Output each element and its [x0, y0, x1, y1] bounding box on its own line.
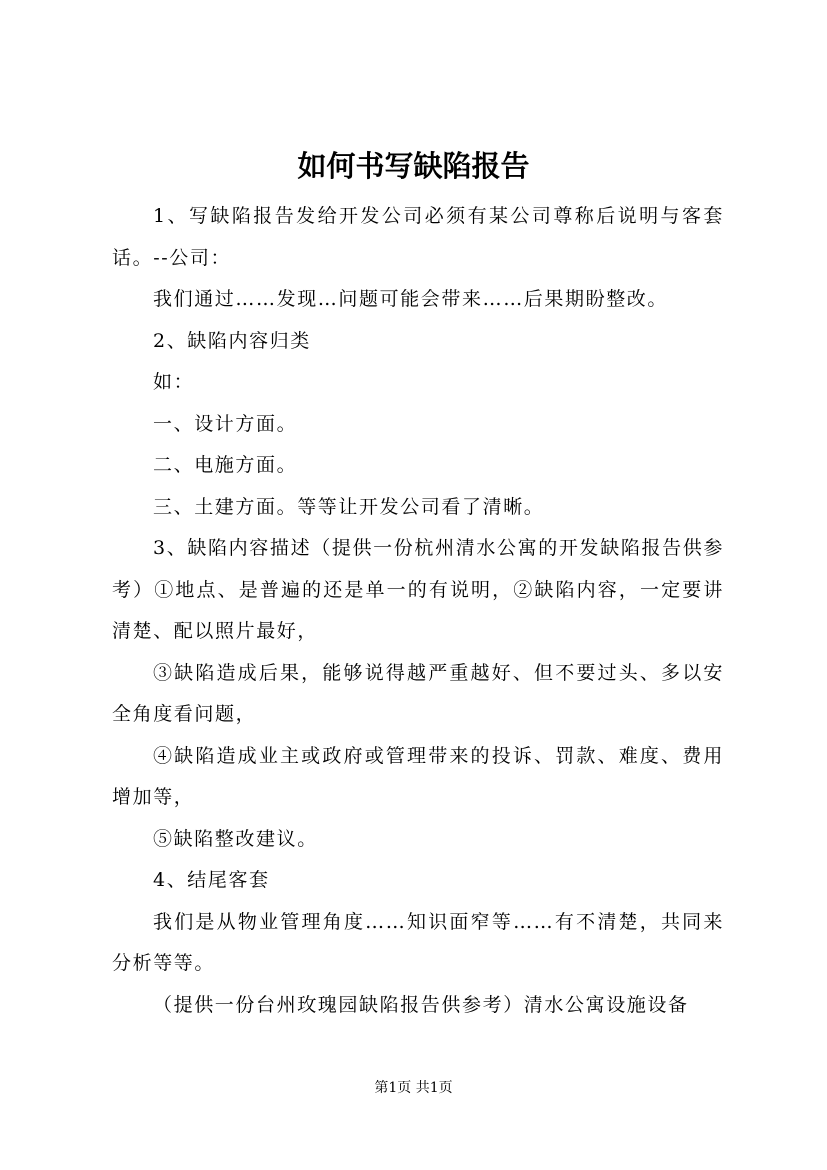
paragraph: 一、设计方面。: [153, 412, 298, 435]
paragraph: 1、写缺陷报告发给开发公司必须有某公司尊称后说明与客套话。--公司：: [112, 205, 724, 269]
paragraph: 如：: [153, 371, 195, 393]
page-footer: 第1页 共1页: [374, 1080, 453, 1096]
document-title: 如何书写缺陷报告: [297, 149, 530, 183]
paragraph: ⑤缺陷整改建议。: [153, 827, 318, 850]
paragraph: ④缺陷造成业主或政府或管理带来的投诉、罚款、难度、费用增加等，: [112, 744, 724, 808]
paragraph: 2、缺陷内容归类: [153, 329, 311, 352]
paragraph: 二、电施方面。: [153, 454, 298, 476]
paragraph: ③缺陷造成后果，能够说得越严重越好、但不要过头、多以安全角度看问题，: [112, 661, 724, 725]
paragraph: 3、缺陷内容描述（提供一份杭州清水公寓的开发缺陷报告供参考）①地点、是普遍的还是单一的有说明，②缺陷内容，一定要讲清楚、配以照片最好，: [112, 537, 724, 642]
document-body: [112, 196, 724, 1026]
paragraph: 我们通过……发现…问题可能会带来……后果期盼整改。: [153, 288, 669, 310]
paragraph: （提供一份台州玫瑰园缺陷报告供参考）清水公寓设施设备: [153, 993, 689, 1016]
paragraph: 我们是从物业管理角度……知识面窄等……有不清楚，共同来分析等等。: [112, 910, 724, 974]
paragraph: 三、土建方面。等等让开发公司看了清晰。: [153, 495, 545, 518]
paragraph: 4、结尾客套: [153, 869, 270, 891]
